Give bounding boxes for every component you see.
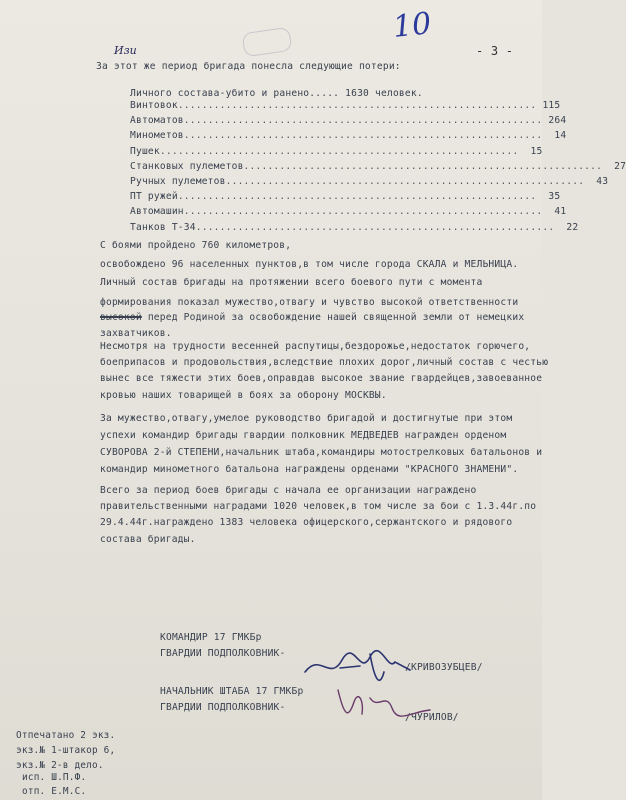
- para2-line: Личный состав бригады на протяжении всего боевого пути с момента: [100, 277, 483, 288]
- loss-row: [130, 130, 567, 142]
- chief-rank: ГВАРДИИ ПОДПОЛКОВНИК-: [160, 702, 286, 713]
- para3-line: боеприпасов и продовольствия,вследствие плохих дорог,личный состав с честью: [100, 357, 549, 368]
- loss-item-qty: 41: [554, 206, 567, 218]
- leader-dots: ............................................................: [183, 130, 543, 142]
- loss-row: [130, 145, 543, 157]
- para2-line: формирования показал мужество,отвагу и чувство высокой ответственности: [100, 297, 519, 308]
- para3-line: Несмотря на трудности весенней распутицы,бездорожье,недостаток горючего,: [100, 341, 531, 352]
- loss-row: [130, 206, 567, 218]
- struck-word: высокой: [100, 312, 142, 323]
- chief-title: НАЧАЛЬНИК ШТАБА 17 ГМКБр: [160, 686, 304, 697]
- personnel-loss: Личного состава-убито и ранено..... 1630 человек.: [130, 88, 423, 99]
- leader-dots: ............................................................: [183, 206, 543, 218]
- para3-line: вынес все тяжести этих боев,оправдав высокое звание гвардейцев,завоеванное: [100, 373, 543, 384]
- loss-item-name: ПТ ружей: [130, 191, 178, 203]
- loss-row: [130, 221, 579, 233]
- leader-dots: ............................................................: [195, 221, 555, 233]
- para4-line: успехи командир бригады гвардии полковник МЕДВЕДЕВ награжден орденом: [100, 430, 507, 441]
- leader-dots: ............................................................: [159, 145, 519, 157]
- commander-rank: ГВАРДИИ ПОДПОЛКОВНИК-: [160, 648, 286, 659]
- loss-item-name: Автоматов: [130, 115, 184, 127]
- loss-item-qty: 35: [548, 191, 561, 203]
- footer-line: исп. Ш.П.Ф.: [22, 772, 87, 783]
- loss-item-qty: 264: [548, 115, 567, 127]
- para4-line: За мужество,отвагу,умелое руководство бригадой и достигнутые при этом: [100, 413, 513, 424]
- loss-row: [130, 100, 561, 111]
- footer-line: экз.№ 2-в дело.: [16, 760, 104, 771]
- para5-line: 29.4.44г.награждено 1383 человека офицерского,сержантского и рядового: [100, 517, 513, 528]
- loss-item-name: Пушек: [130, 145, 160, 157]
- handwritten-initial: Изи: [114, 44, 137, 57]
- chief-signature: [330, 680, 440, 730]
- loss-item-qty: 22: [566, 221, 579, 233]
- chief-name: /ЧУРИЛОВ/: [405, 712, 459, 723]
- para5-line: состава бригады.: [100, 534, 196, 545]
- footer-line: отп. Е.М.С.: [22, 786, 87, 797]
- leader-dots: ............................................................: [177, 100, 537, 111]
- loss-item-qty: 15: [530, 145, 543, 157]
- faint-stamp-mark: [242, 27, 293, 57]
- leader-dots: ............................................................: [177, 191, 537, 203]
- para1-line: С боями пройдено 760 километров,: [100, 240, 292, 251]
- para5-line: правительственными наградами 1020 человек,в том числе за бои с 1.3.44г.по: [100, 501, 537, 512]
- leader-dots: ............................................................: [183, 115, 543, 127]
- loss-item-name: Станковых пулеметов: [130, 160, 244, 172]
- page-number: - 3 -: [476, 44, 514, 58]
- loss-item-qty: 14: [554, 130, 567, 142]
- para4-line: СУВОРОВА 2-й СТЕПЕНИ,начальник штаба,командиры мотострелковых батальонов и: [100, 447, 543, 458]
- archive-number: 10: [391, 6, 433, 45]
- para2-line-text: перед Родиной за освобождение нашей священной земли от немецких: [147, 312, 525, 323]
- loss-item-name: Танков Т-34: [130, 221, 196, 233]
- losses-intro: За этот же период бригада понесла следующие потери:: [96, 61, 401, 72]
- loss-item-name: Автомашин: [130, 206, 184, 218]
- loss-item-name: Минометов: [130, 130, 184, 142]
- loss-item-name: Ручных пулеметов: [130, 176, 226, 187]
- footer-line: Отпечатано 2 экз.: [16, 730, 116, 741]
- loss-row: [130, 176, 609, 187]
- para3-line: кровью наших товарищей в боях за оборону МОСКВЫ.: [100, 390, 387, 401]
- para4-line: командир минометного батальона награждены орденами "КРАСНОГО ЗНАМЕНИ".: [100, 464, 519, 475]
- para2-line-3: [100, 312, 524, 323]
- loss-item-qty: 27: [614, 160, 626, 172]
- loss-row: [130, 115, 567, 127]
- commander-title: КОМАНДИР 17 ГМКБр: [160, 632, 262, 643]
- loss-item-name: Винтовок: [130, 100, 178, 111]
- commander-name: /КРИВОЗУБЦЕВ/: [405, 662, 483, 673]
- loss-row: [130, 191, 561, 203]
- loss-row: [130, 160, 626, 172]
- leader-dots: ............................................................: [225, 176, 585, 187]
- loss-item-qty: 115: [542, 100, 561, 111]
- para2-line: захватчиков.: [100, 328, 172, 339]
- para1-line: освобождено 96 населенных пунктов,в том числе города СКАЛА и МЕЛЬНИЦА.: [100, 259, 519, 270]
- leader-dots: ............................................................: [243, 160, 603, 172]
- footer-line: экз.№ 1-штакор 6,: [16, 745, 116, 756]
- para5-line: Всего за период боев бригады с начала ее организации награждено: [100, 485, 477, 496]
- loss-item-qty: 43: [596, 176, 609, 187]
